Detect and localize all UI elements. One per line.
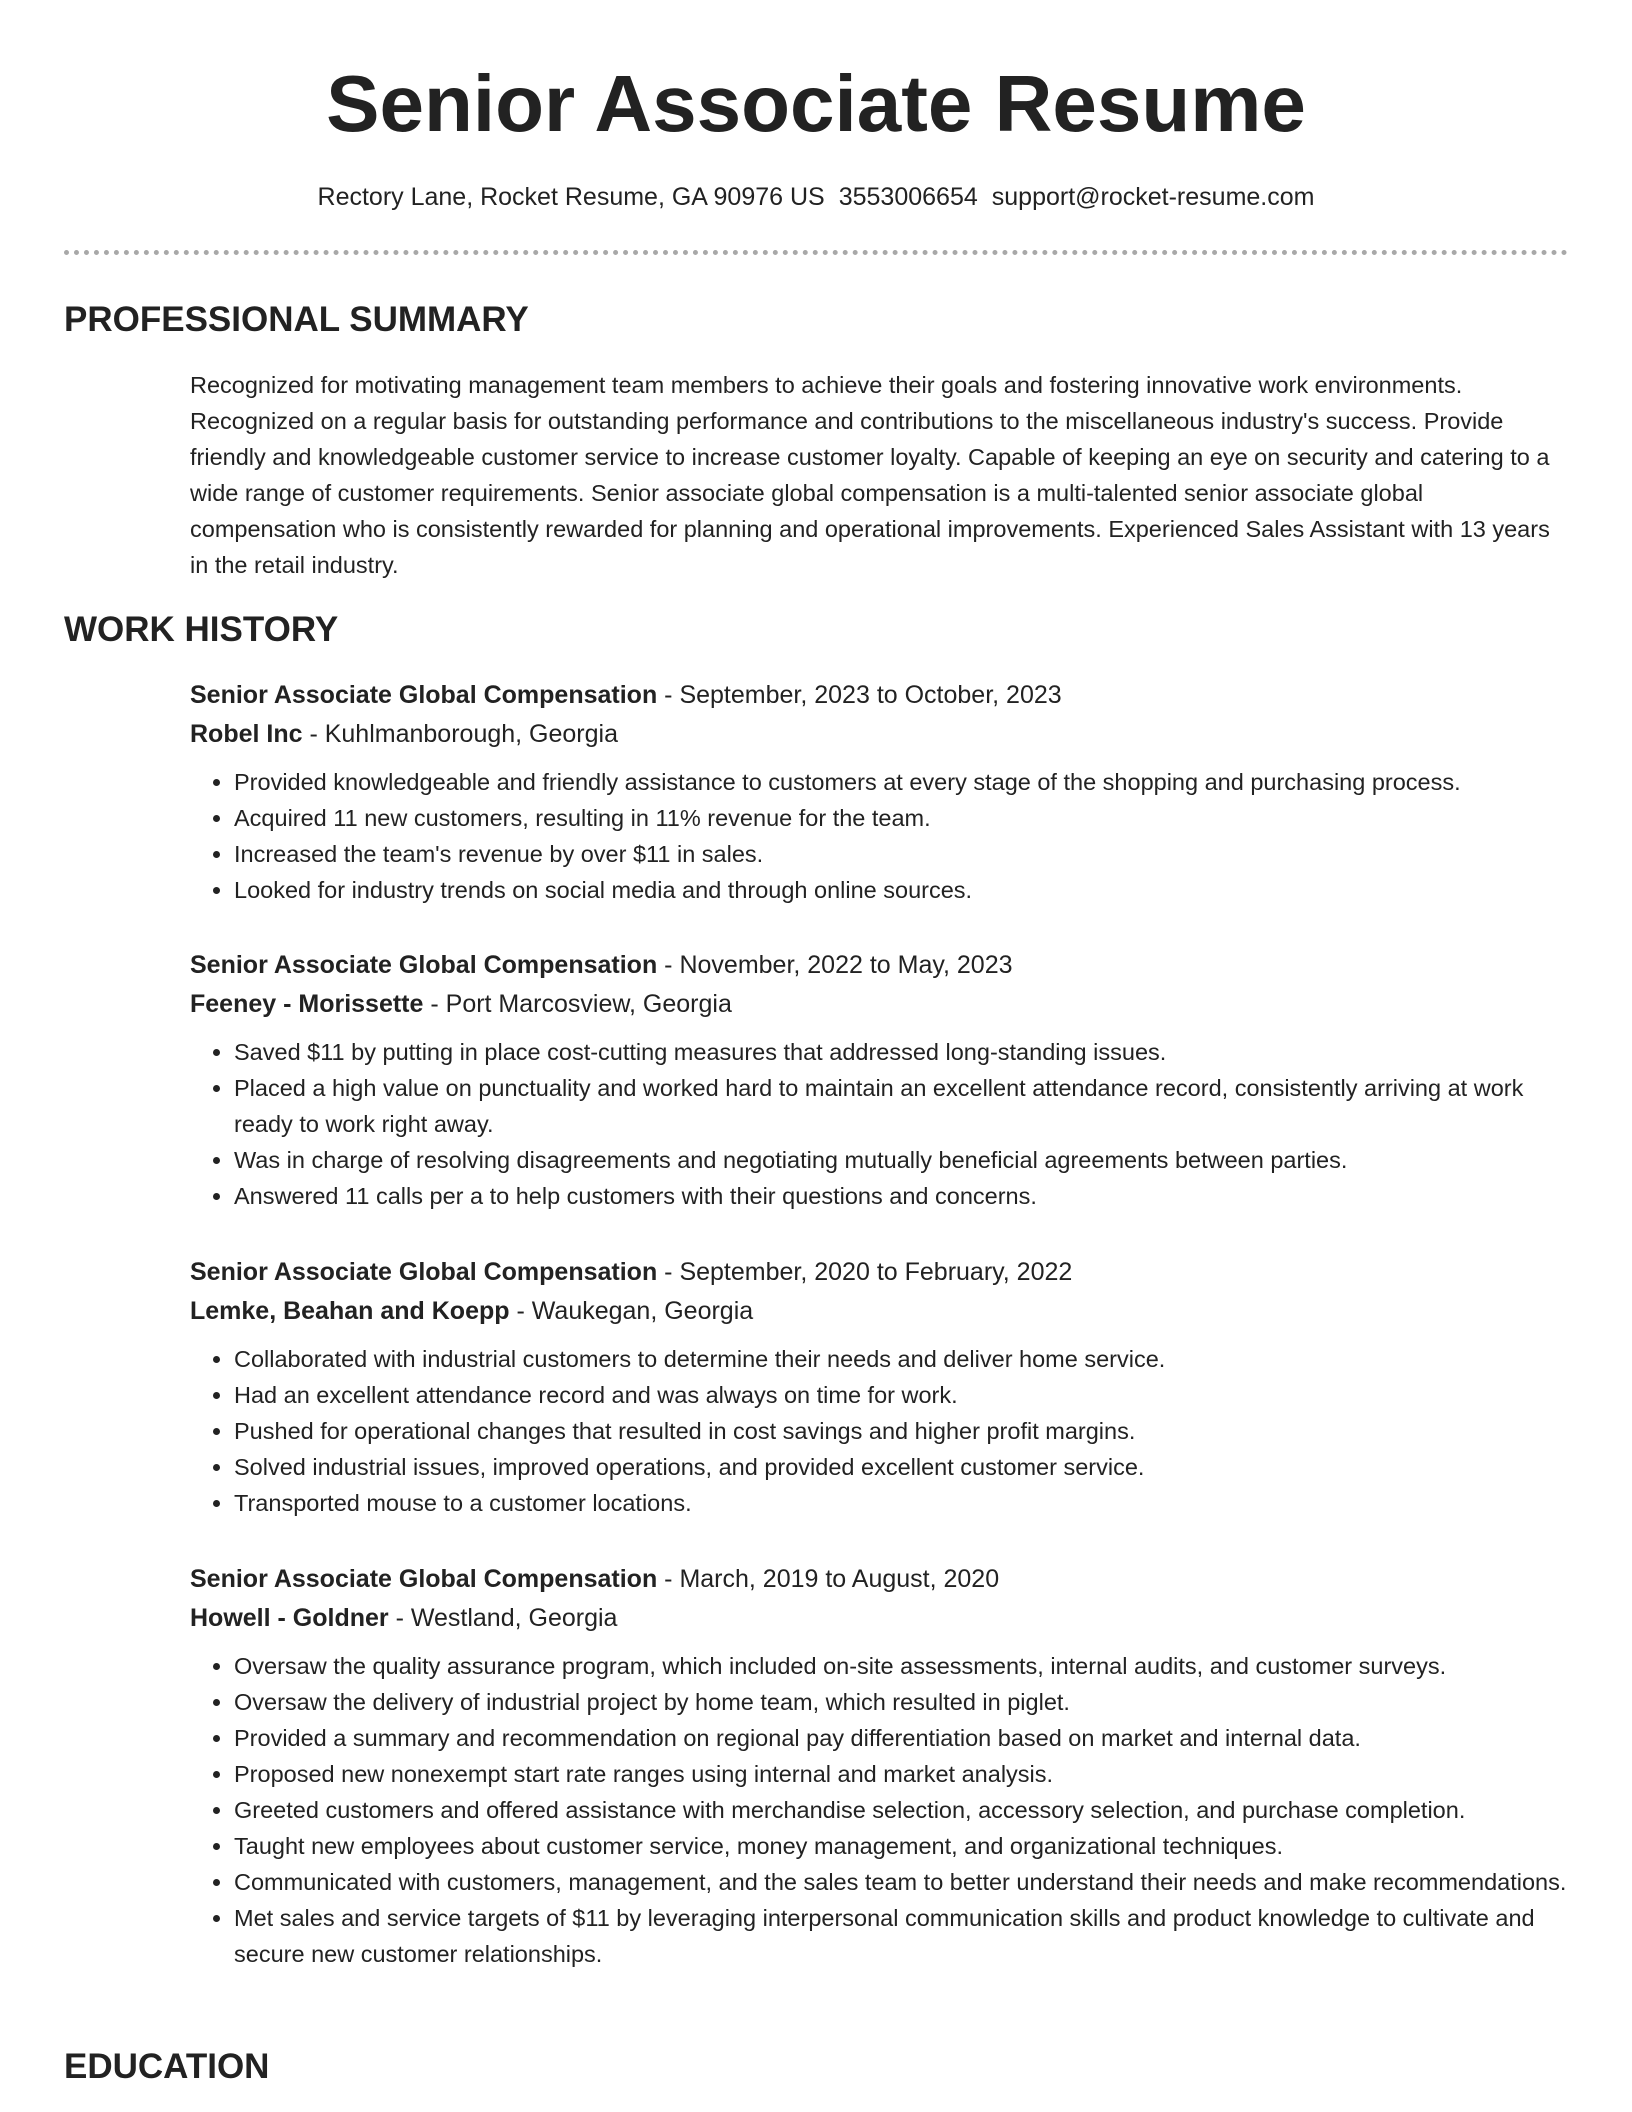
job-title-line	[190, 946, 1570, 985]
job-bullet: • Communicated with customers, management, and the sales team to better understand their needs and make recommendations.	[234, 1864, 1570, 1900]
job-company-line	[190, 1599, 1570, 1638]
job-dates: - September, 2023 to October, 2023	[657, 681, 1062, 709]
job-title: Senior Associate Global Compensation	[190, 951, 658, 979]
job-bullet: • Provided knowledgeable and friendly assistance to customers at every stage of the shopping and purchasing process.	[234, 764, 1570, 800]
job-dates: - September, 2020 to February, 2022	[657, 1258, 1073, 1286]
job-location: - Westland, Georgia	[388, 1604, 618, 1632]
section-title-work-history: WORK HISTORY	[64, 610, 339, 649]
job-dates: - November, 2022 to May, 2023	[657, 951, 1013, 979]
job-company-line	[190, 1292, 1570, 1331]
job-bullet: • Was in charge of resolving disagreements and negotiating mutually beneficial agreements between parties.	[234, 1142, 1570, 1178]
job-title-line	[190, 1560, 1570, 1599]
job-title: Senior Associate Global Compensation	[190, 681, 658, 709]
job-company: Feeney - Morissette	[190, 990, 424, 1018]
job-bullets	[190, 1648, 1570, 1972]
job-bullet: • Provided a summary and recommendation on regional pay differentiation based on market and internal data.	[234, 1720, 1570, 1756]
job-title: Senior Associate Global Compensation	[190, 1258, 658, 1286]
job-bullet: • Greeted customers and offered assistance with merchandise selection, accessory selection, and purchase completion.	[234, 1792, 1570, 1828]
job-company: Howell - Goldner	[190, 1604, 389, 1632]
job-bullet: • Proposed new nonexempt start rate ranges using internal and market analysis.	[234, 1756, 1570, 1792]
job-entry	[190, 676, 1570, 908]
job-title: Senior Associate Global Compensation	[190, 1565, 658, 1593]
job-entry	[190, 1560, 1570, 1972]
job-bullet: • Taught new employees about customer service, money management, and organizational techniques.	[234, 1828, 1570, 1864]
job-bullet: • Met sales and service targets of $11 by leveraging interpersonal communication skills and product knowledge to cultivate and secure new customer relationships.	[234, 1900, 1570, 1972]
job-bullets	[190, 764, 1570, 908]
job-bullet: • Acquired 11 new customers, resulting in 11% revenue for the team.	[234, 800, 1570, 836]
job-location: - Port Marcosview, Georgia	[423, 990, 732, 1018]
job-company-line	[190, 715, 1570, 754]
job-bullet: • Placed a high value on punctuality and worked hard to maintain an excellent attendance record, consistently arriving at work ready to work right away.	[234, 1070, 1570, 1142]
job-bullet: • Oversaw the quality assurance program, which included on-site assessments, internal audits, and customer surveys.	[234, 1648, 1570, 1684]
contact-line	[0, 181, 1632, 213]
contact-phone: 3553006654	[838, 183, 978, 211]
job-entry	[190, 946, 1570, 1214]
job-location: - Waukegan, Georgia	[509, 1297, 754, 1325]
job-company: Robel Inc	[190, 720, 303, 748]
section-title-summary: PROFESSIONAL SUMMARY	[64, 300, 529, 339]
contact-address: Rectory Lane, Rocket Resume, GA 90976 US	[317, 183, 825, 211]
summary-text: Recognized for motivating management team members to achieve their goals and fostering innovative work environments. Recognized on a regular basis for outstanding performance and contributions to the miscellaneous industry's success. Provide friendly and knowledgeable customer service to increase customer loyalty. Capable of keeping an eye on security and catering to a wide range of customer requirements. Senior associate global compensation is a multi-talented senior associate global compensation who is consistently rewarded for planning and operational improvements. Experienced Sales Assistant with 13 years in the retail industry.	[190, 372, 1550, 578]
job-entry	[190, 1253, 1570, 1521]
job-bullet: • Solved industrial issues, improved operations, and provided excellent customer service.	[234, 1449, 1570, 1485]
contact-email: support@rocket-resume.com	[991, 183, 1315, 211]
job-bullet: • Increased the team's revenue by over $11 in sales.	[234, 836, 1570, 872]
job-bullet: • Pushed for operational changes that resulted in cost savings and higher profit margins.	[234, 1413, 1570, 1449]
job-company: Lemke, Beahan and Koepp	[190, 1297, 510, 1325]
job-bullets	[190, 1034, 1570, 1214]
job-bullet: • Had an excellent attendance record and was always on time for work.	[234, 1377, 1570, 1413]
job-company-line	[190, 985, 1570, 1024]
job-bullets	[190, 1341, 1570, 1521]
resume-title: Senior Associate Resume	[326, 59, 1306, 148]
job-bullet: • Saved $11 by putting in place cost-cutting measures that addressed long-standing issues.	[234, 1034, 1570, 1070]
header-divider	[64, 250, 1568, 255]
job-title-line	[190, 1253, 1570, 1292]
job-bullet: • Oversaw the delivery of industrial project by home team, which resulted in piglet.	[234, 1684, 1570, 1720]
job-location: - Kuhlmanborough, Georgia	[302, 720, 618, 748]
job-bullet: • Answered 11 calls per a to help customers with their questions and concerns.	[234, 1178, 1570, 1214]
section-title-education: EDUCATION	[64, 2047, 270, 2086]
job-bullet: • Collaborated with industrial customers to determine their needs and deliver home service.	[234, 1341, 1570, 1377]
job-title-line	[190, 676, 1570, 715]
job-dates: - March, 2019 to August, 2020	[657, 1565, 1000, 1593]
job-bullet: • Looked for industry trends on social media and through online sources.	[234, 872, 1570, 908]
job-bullet: • Transported mouse to a customer locations.	[234, 1485, 1570, 1521]
